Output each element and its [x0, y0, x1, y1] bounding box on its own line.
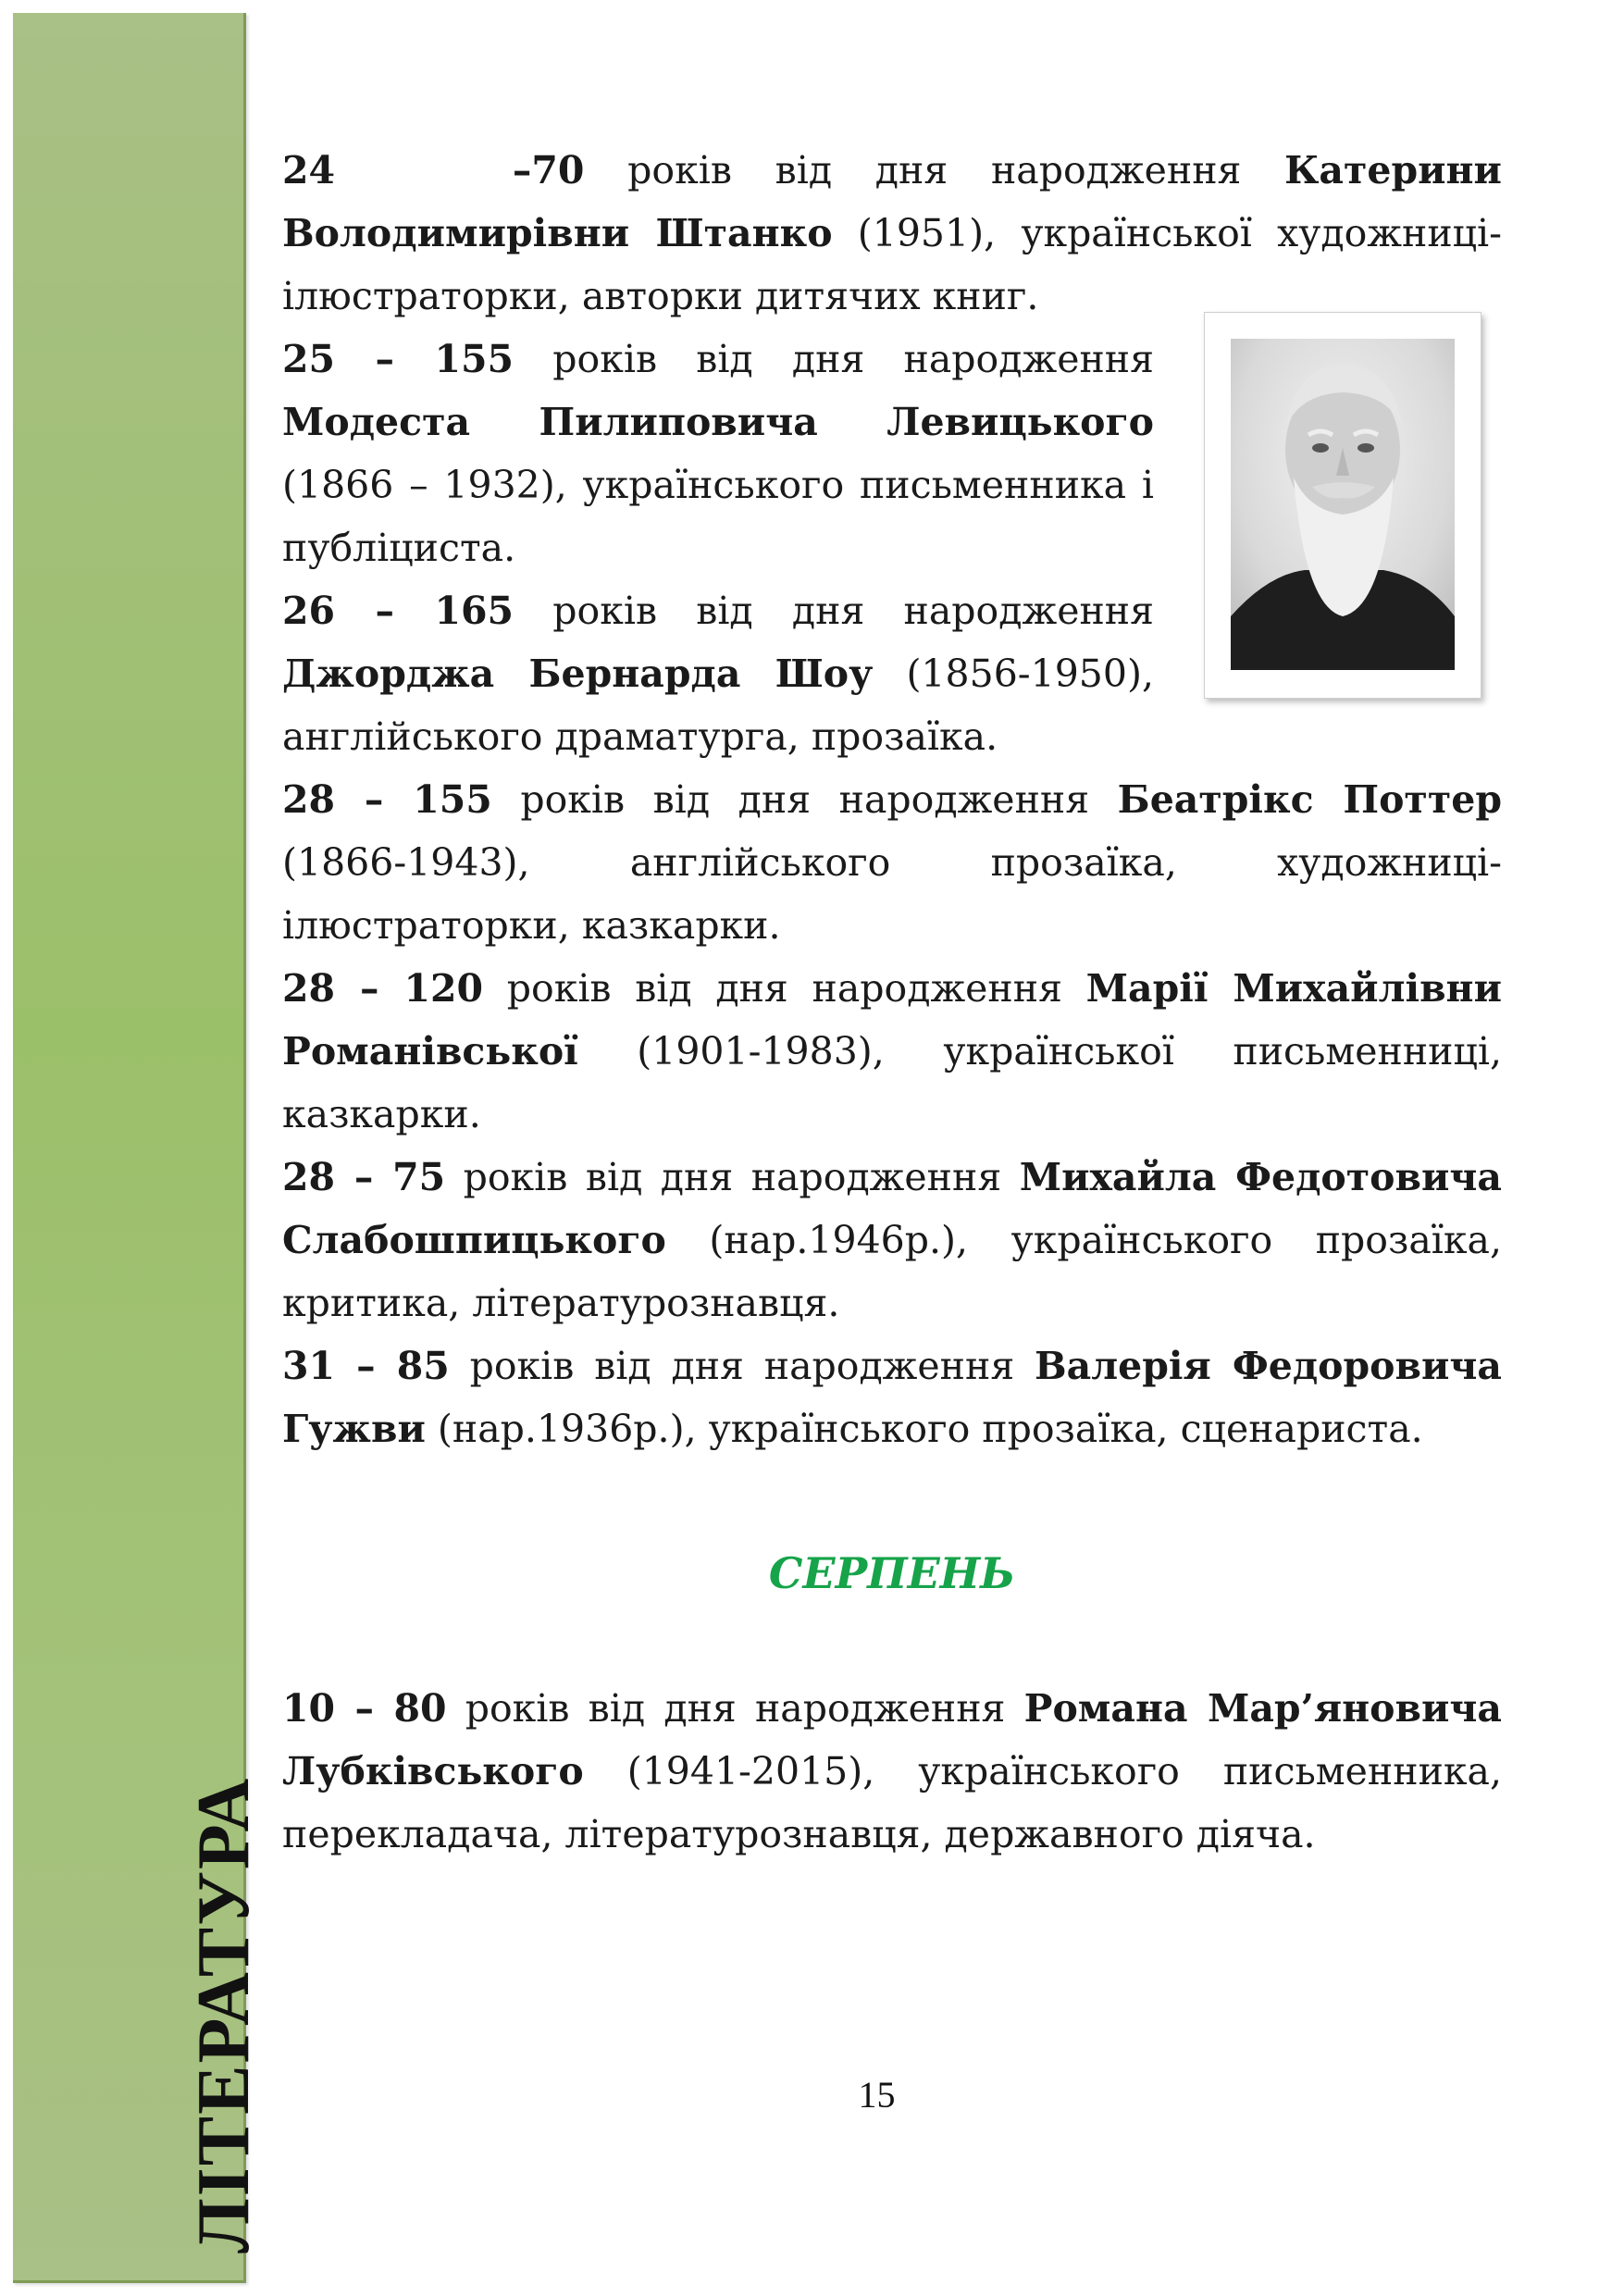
entry-huzhva: 31 – 85 років від дня народження Валерія Федоровича Гужви (нар.1936р.), українського прозаїка, сценариста. [282, 1344, 1502, 1451]
entry-levytskyi: 25 – 155 років від дня народження Модеста Пилиповича Левицького (1866 – 1932), українського письменника і публіциста. [282, 337, 1154, 570]
entry-shtanko: 24 –70 років від дня народження Катерини Володимирівни Штанко (1951), української художниці-ілюстраторки, авторки дитячих книг. [282, 148, 1502, 318]
section-heading-august: СЕРПЕНЬ [768, 1548, 1016, 1598]
entry-romanivska: 28 – 120 років від дня народження Марії Михайлівни Романівської (1901-1983), української письменниці, казкарки. [282, 966, 1502, 1136]
entry-lubkivskyi: 10 – 80 років від дня народження Романа Мар’яновича Лубківського (1941-2015), українського письменника, перекладача, літературознавця, державного діяча. [282, 1686, 1502, 1856]
side-title: ЛІТЕРАТУРА [183, 1776, 265, 2253]
content [282, 139, 1502, 1866]
page-number: 15 [858, 2074, 896, 2116]
entry-slaboshpytskyi: 28 – 75 років від дня народження Михайла Федотовича Слабошпицького (нар.1946р.), українського прозаїка, критика, літературознавця. [282, 1155, 1502, 1325]
entry-shaw: 26 – 165 років від дня народження Джорджа Бернарда Шоу (1856-1950), англійського драматурга, прозаїка. [282, 589, 1154, 759]
entry-potter: 28 – 155 років від дня народження Беатрікс Поттер (1866-1943), англійського прозаїка, художниці-ілюстраторки, казкарки. [282, 777, 1502, 948]
